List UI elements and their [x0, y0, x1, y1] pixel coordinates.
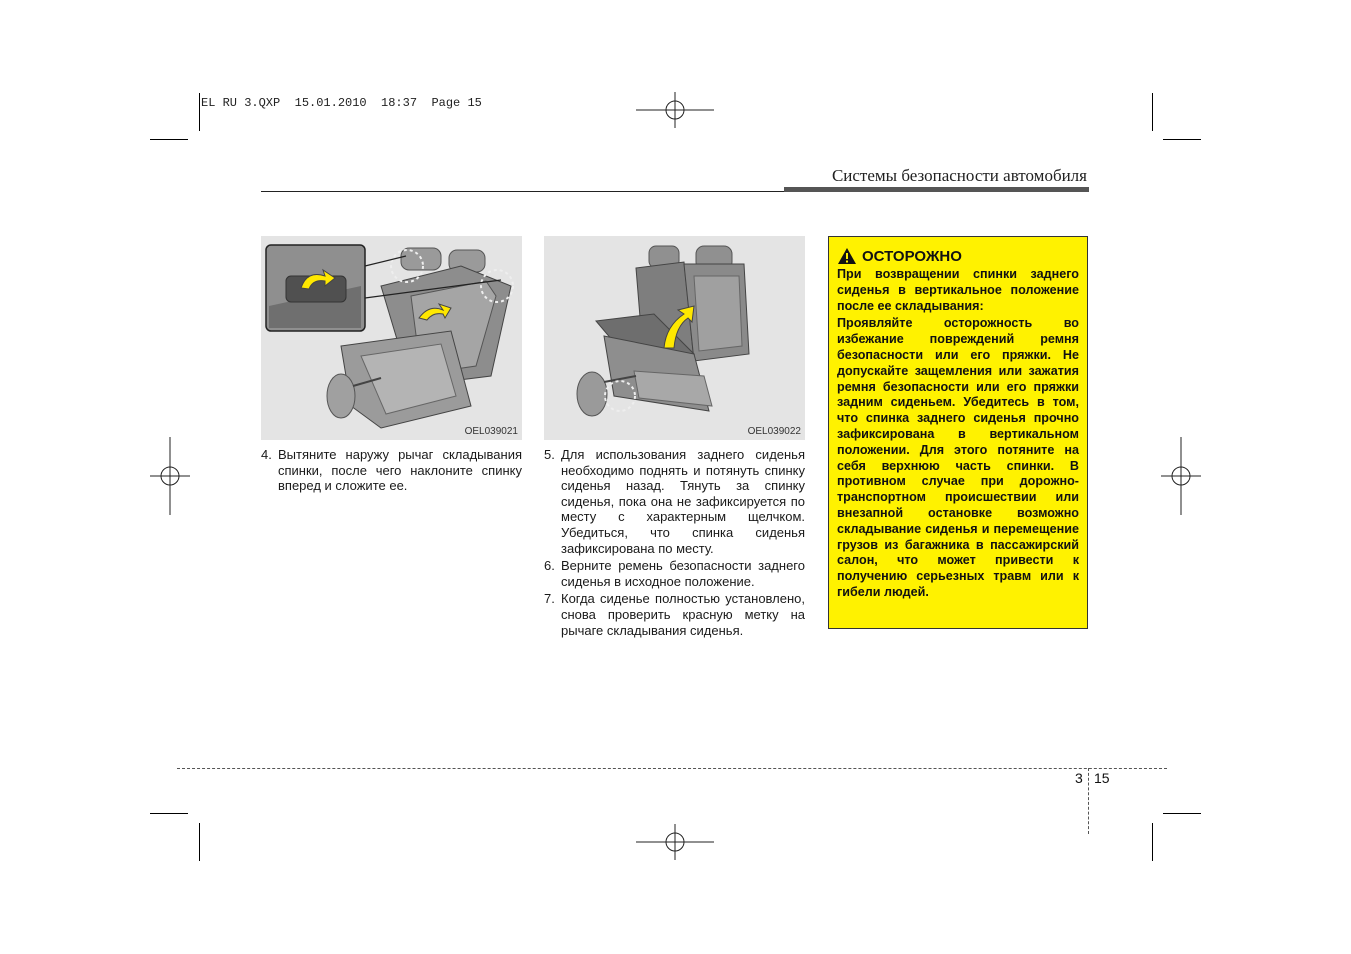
list-item — [544, 558, 805, 589]
warning-body: Проявляйте осторожность во избежание повреждений ремня безопасности или его пряжки. Не допускайте защемления или зажатия ремня безопасности или его пряжки задним сиденьем. Убедитесь в том, что спинка заднего сиденья прочно зафиксирована в вертикальном положении. Для этого потяните на себя верхнюю часть спинки. В противном случае при дорожно-транспортном происшествии или внезапной остановке возможно складывание сиденья и перемещение грузов из багажника в пассажирский салон, что может привести к получению серьезных травм или к гибели людей. — [837, 316, 1079, 599]
page-number: 15 — [1094, 770, 1110, 786]
crop-mark — [150, 813, 188, 814]
warning-box — [828, 236, 1088, 629]
registration-mark-icon — [1161, 437, 1201, 515]
warning-triangle-icon — [837, 247, 857, 265]
registration-mark-icon — [636, 822, 714, 862]
crop-mark — [150, 139, 188, 140]
crop-mark — [1163, 139, 1201, 140]
registration-mark-icon — [150, 437, 190, 515]
warning-intro: При возвращении спинки заднего сиденья в вертикальное положение после ее складывания: — [837, 267, 1079, 313]
footer-rule — [177, 768, 1167, 769]
step-text: Вытяните наружу рычаг складывания спинки, после чего наклоните спинку вперед и сложите ее. — [278, 447, 522, 494]
step-text: Когда сиденье полностью установлено, снова проверить красную метку на рычаге складывания сиденья. — [561, 591, 805, 638]
seat-fold-illustration — [261, 236, 522, 440]
list-item — [544, 447, 805, 556]
print-slug: EL RU 3.QXP 15.01.2010 18:37 Page 15 — [201, 96, 482, 110]
step-number: 6. — [544, 558, 555, 574]
steps-list-column-1 — [261, 447, 522, 496]
crop-mark — [1152, 93, 1153, 131]
figure-fold-seat — [261, 236, 522, 440]
chapter-number: 3 — [1075, 770, 1083, 786]
step-number: 7. — [544, 591, 555, 607]
step-number: 5. — [544, 447, 555, 462]
step-text: Верните ремень безопасности заднего сиденья в исходное положение. — [561, 558, 805, 589]
warning-header — [837, 247, 1079, 265]
registration-mark-icon — [636, 90, 714, 130]
steps-list-column-2 — [544, 447, 805, 640]
seat-return-illustration — [544, 236, 805, 440]
crop-mark — [199, 823, 200, 861]
footer-divider — [1088, 768, 1089, 834]
step-number: 4. — [261, 447, 272, 462]
figure-code: OEL039021 — [464, 426, 518, 437]
crop-mark — [199, 93, 200, 131]
list-item — [261, 447, 522, 494]
step-text: Для использования заднего сиденья необходимо поднять и потянуть спинку сиденья назад. Тянуть за спинку сиденья, пока она не зафиксируется по месту с характерным щелчком. Убедиться, что спинка сиденья зафиксирована по месту. — [561, 447, 805, 556]
figure-code: OEL039022 — [747, 426, 801, 437]
figure-return-seat — [544, 236, 805, 440]
section-title: Системы безопасности автомобиля — [831, 166, 1087, 185]
header-bar — [784, 187, 1089, 192]
list-item — [544, 591, 805, 638]
crop-mark — [1163, 813, 1201, 814]
warning-title: ОСТОРОЖНО — [862, 247, 962, 265]
crop-mark — [1152, 823, 1153, 861]
